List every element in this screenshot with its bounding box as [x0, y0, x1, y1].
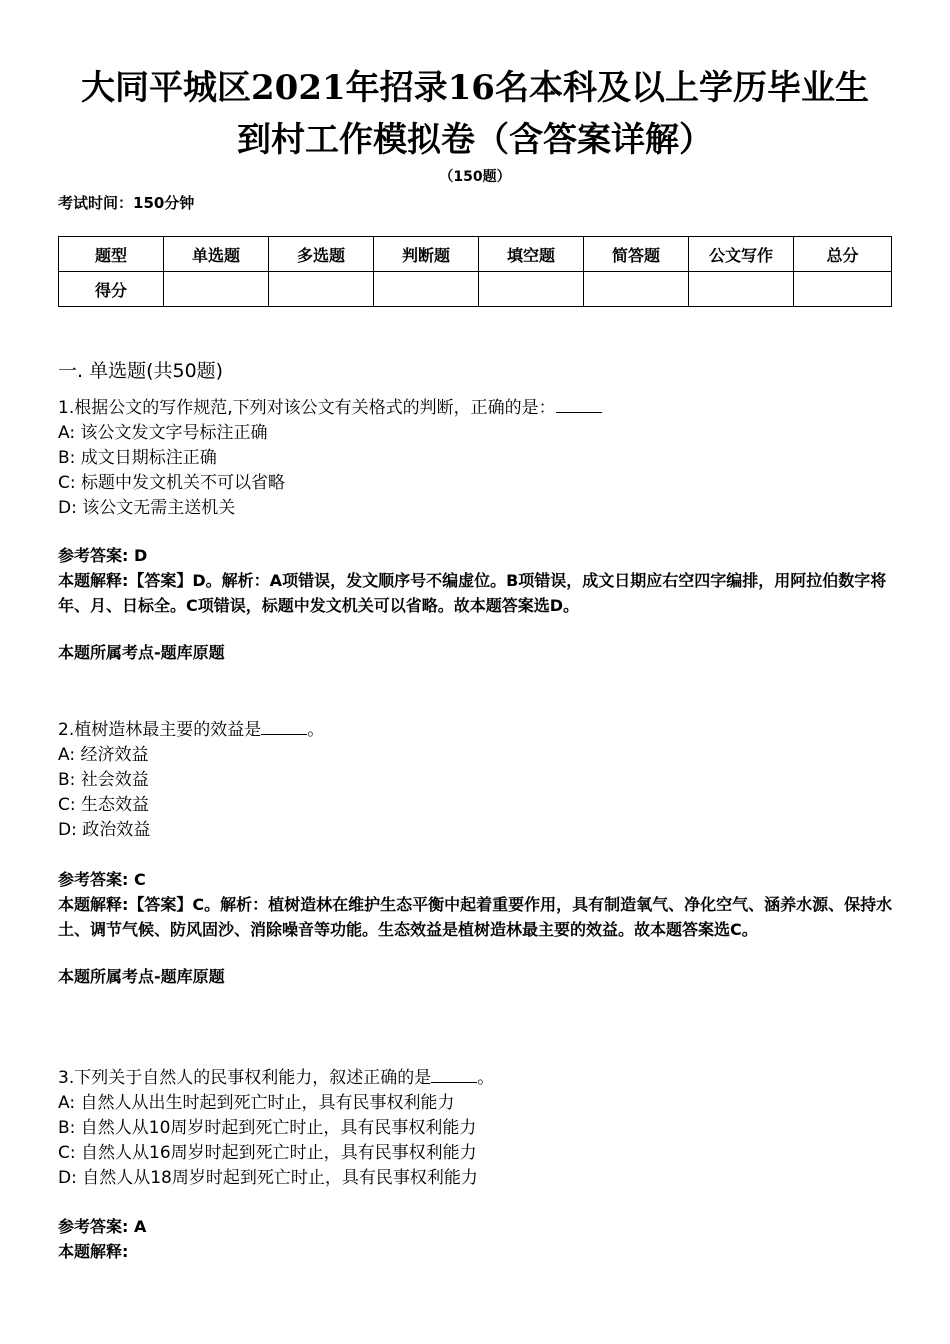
reference-answer: 参考答案: D	[58, 546, 148, 565]
question-2	[58, 718, 898, 843]
option-d: D: 自然人从18周岁时起到死亡时止，具有民事权利能力	[58, 1168, 478, 1188]
knowledge-point: 本题所属考点-题库原题	[58, 643, 225, 662]
option-a: A: 该公文发文字号标注正确	[58, 423, 268, 443]
section-title: 一. 单选题(共50题)	[58, 360, 224, 382]
score-header-cell: 公文写作	[689, 237, 794, 272]
score-cell[interactable]	[479, 272, 584, 307]
score-header-cell: 总分	[794, 237, 892, 272]
option-c: C: 自然人从16周岁时起到死亡时止，具有民事权利能力	[58, 1143, 477, 1163]
option-d: D: 该公文无需主送机关	[58, 498, 236, 518]
option-a: A: 经济效益	[58, 745, 149, 765]
question-3	[58, 1066, 898, 1191]
answer-block-2	[58, 867, 898, 989]
option-b: B: 社会效益	[58, 770, 149, 790]
answer-blank	[261, 718, 307, 735]
question-stem: 3.下列关于自然人的民事权利能力，叙述正确的是 。	[58, 1068, 495, 1088]
answer-block-1	[58, 543, 898, 665]
answer-blank	[431, 1066, 477, 1083]
title-line-2: 到村工作模拟卷（含答案详解）	[237, 120, 713, 160]
option-b: B: 成文日期标注正确	[58, 448, 217, 468]
score-cell[interactable]	[164, 272, 269, 307]
score-table-row	[59, 272, 892, 307]
answer-blank	[556, 396, 602, 413]
title-line-1: 大同平城区2021年招录16名本科及以上学历毕业生	[81, 68, 869, 108]
explanation: 本题解释:【答案】D。解析：A项错误，发文顺序号不编虚位。B项错误，成文日期应右空四字编排，用阿拉伯数字将年、月、日标全。C项错误，标题中发文机关可以省略。故本题答案选D。	[58, 571, 887, 615]
option-d: D: 政治效益	[58, 820, 151, 840]
score-cell[interactable]	[584, 272, 689, 307]
knowledge-point: 本题所属考点-题库原题	[58, 967, 225, 986]
score-header-cell: 题型	[59, 237, 164, 272]
reference-answer: 参考答案: A	[58, 1217, 147, 1236]
score-cell[interactable]	[269, 272, 374, 307]
score-cell[interactable]	[689, 272, 794, 307]
question-stem: 1.根据公文的写作规范,下列对该公文有关格式的判断，正确的是：	[58, 396, 898, 421]
score-cell[interactable]	[374, 272, 479, 307]
option-b: B: 自然人从10周岁时起到死亡时止，具有民事权利能力	[58, 1118, 477, 1138]
score-header-cell: 多选题	[269, 237, 374, 272]
reference-answer: 参考答案: C	[58, 870, 146, 889]
document-title	[40, 62, 910, 166]
score-header-cell: 简答题	[584, 237, 689, 272]
exam-time: 考试时间：150分钟	[58, 194, 195, 212]
option-c: C: 标题中发文机关不可以省略	[58, 473, 286, 493]
score-header-cell: 填空题	[479, 237, 584, 272]
score-table	[58, 236, 892, 307]
question-count: （150题）	[439, 169, 511, 185]
score-header-cell: 判断题	[374, 237, 479, 272]
score-header-cell: 单选题	[164, 237, 269, 272]
question-stem: 2.植树造林最主要的效益是 。	[58, 720, 325, 740]
score-table-header-row	[59, 237, 892, 272]
option-a: A: 自然人从出生时起到死亡时止，具有民事权利能力	[58, 1093, 455, 1113]
score-row-label: 得分	[59, 272, 164, 307]
answer-block-3	[58, 1214, 898, 1264]
explanation: 本题解释:【答案】C。解析：植树造林在维护生态平衡中起着重要作用，具有制造氧气、净化空气、涵养水源、保持水土、调节气候、防风固沙、消除噪音等功能。生态效益是植树造林最主要的效益。故本题答案选C。	[58, 895, 893, 939]
score-cell[interactable]	[794, 272, 892, 307]
explanation: 本题解释:	[58, 1242, 129, 1261]
option-c: C: 生态效益	[58, 795, 150, 815]
question-1	[58, 396, 898, 521]
